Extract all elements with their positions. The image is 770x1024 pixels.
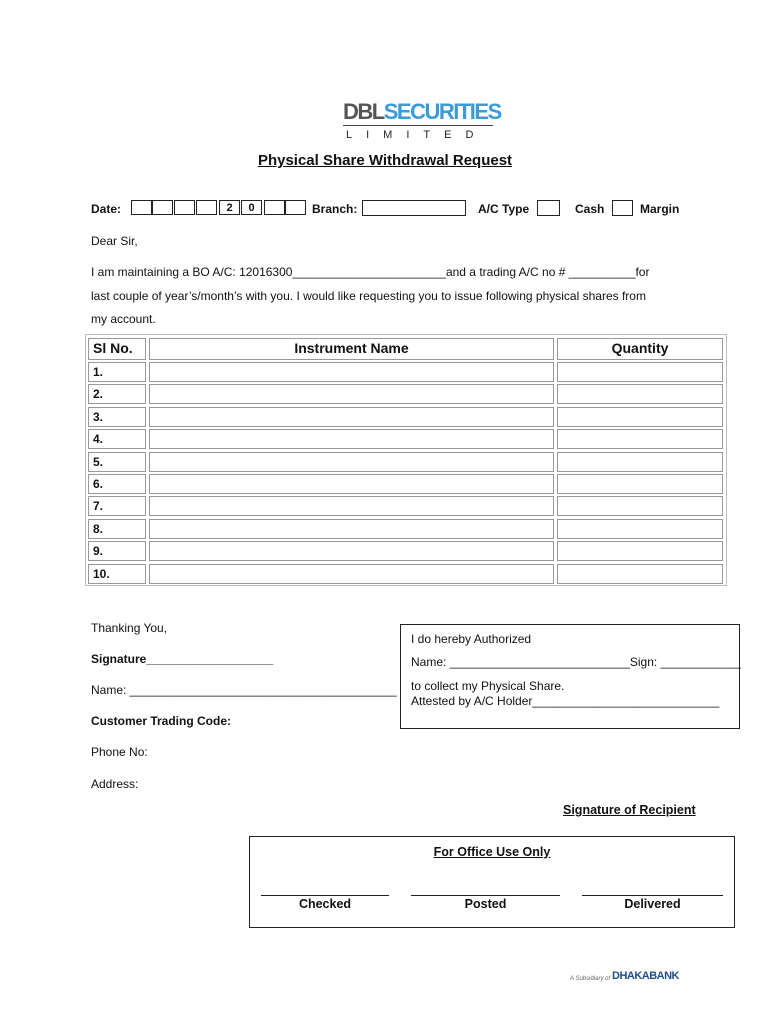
margin-label: Margin xyxy=(640,202,680,216)
logo-rule xyxy=(343,125,493,126)
date-digit-box[interactable] xyxy=(264,200,285,215)
table-cell-quantity[interactable] xyxy=(557,452,723,472)
table-row-number: 3. xyxy=(93,410,104,424)
footer-bank-name: DHAKABANK xyxy=(612,970,679,982)
table-cell-instrument[interactable] xyxy=(149,496,554,516)
table-row-number: 6. xyxy=(93,477,104,491)
table-row-number: 9. xyxy=(93,544,104,558)
posted-sign-line xyxy=(411,895,560,896)
letter-line-1: I am maintaining a BO A/C: 12016300_______________________and a trading A/C no # __________for xyxy=(91,265,650,279)
letter-line-3: my account. xyxy=(91,312,156,326)
date-label: Date: xyxy=(91,202,122,216)
table-cell-instrument[interactable] xyxy=(149,362,554,382)
cash-checkbox[interactable] xyxy=(537,200,560,216)
trading-code-label: Customer Trading Code: xyxy=(91,714,232,728)
logo-part-securities: SECURITIES xyxy=(383,99,501,124)
table-row-number: 10. xyxy=(93,567,110,581)
date-digit-box[interactable] xyxy=(196,200,217,215)
letter-line-2: last couple of year’s/month’s with you. I would like requesting you to issue following physical shares from xyxy=(91,289,646,303)
branch-label: Branch: xyxy=(312,202,358,216)
ac-type-label: A/C Type xyxy=(478,202,530,216)
table-cell-quantity[interactable] xyxy=(557,519,723,539)
auth-line-2: Name: ___________________________Sign: ____________ xyxy=(411,655,741,669)
table-cell-quantity[interactable] xyxy=(557,384,723,404)
phone-label: Phone No: xyxy=(91,745,148,759)
office-use-title: For Office Use Only xyxy=(433,845,551,859)
delivered-sign-line xyxy=(582,895,723,896)
col-header-instrument: Instrument Name xyxy=(294,340,409,356)
checked-label: Checked xyxy=(298,897,352,911)
table-row-number: 2. xyxy=(93,387,104,401)
posted-label: Posted xyxy=(464,897,507,911)
col-header-sl: Sl No. xyxy=(93,340,133,356)
logo-subtitle: LIMITED xyxy=(346,129,488,141)
table-cell-instrument[interactable] xyxy=(149,452,554,472)
date-digit-box[interactable] xyxy=(174,200,195,215)
table-cell-instrument[interactable] xyxy=(149,474,554,494)
delivered-label: Delivered xyxy=(624,897,681,911)
page-title: Physical Share Withdrawal Request xyxy=(257,152,513,169)
date-digit-box[interactable] xyxy=(285,200,306,215)
table-cell-quantity[interactable] xyxy=(557,564,723,584)
table-row-number: 8. xyxy=(93,522,104,536)
auth-line-1: I do hereby Authorized xyxy=(411,632,532,646)
table-cell-quantity[interactable] xyxy=(557,429,723,449)
cash-label: Cash xyxy=(575,202,605,216)
table-row-number: 5. xyxy=(93,455,104,469)
table-cell-instrument[interactable] xyxy=(149,541,554,561)
date-digit-box[interactable] xyxy=(131,200,152,215)
auth-line-4: Attested by A/C Holder____________________________ xyxy=(411,694,720,708)
thanks-text: Thanking You, xyxy=(91,621,168,635)
table-cell-quantity[interactable] xyxy=(557,407,723,427)
table-cell-instrument[interactable] xyxy=(149,384,554,404)
signature-line: Signature___________________ xyxy=(91,652,274,666)
date-digit-box[interactable]: 2 xyxy=(219,200,240,215)
table-cell-quantity[interactable] xyxy=(557,474,723,494)
auth-line-3: to collect my Physical Share. xyxy=(411,679,565,693)
col-header-quantity: Quantity xyxy=(611,340,669,356)
branch-field[interactable] xyxy=(362,200,466,216)
footer-subsidiary-logo xyxy=(570,970,682,986)
date-digit-box[interactable] xyxy=(152,200,173,215)
table-row-number: 1. xyxy=(93,365,104,379)
checked-sign-line xyxy=(261,895,389,896)
table-cell-quantity[interactable] xyxy=(557,496,723,516)
date-digit-box[interactable]: 0 xyxy=(241,200,262,215)
company-logo xyxy=(340,100,500,144)
footer-prefix: A Subsidiary of xyxy=(570,976,611,982)
salutation: Dear Sir, xyxy=(91,234,138,248)
table-cell-instrument[interactable] xyxy=(149,564,554,584)
address-label: Address: xyxy=(91,777,139,791)
recipient-signature-label: Signature of Recipient xyxy=(563,803,696,817)
table-cell-quantity[interactable] xyxy=(557,541,723,561)
table-row-number: 4. xyxy=(93,432,104,446)
logo-part-dbl: DBL xyxy=(343,99,384,124)
table-cell-instrument[interactable] xyxy=(149,429,554,449)
table-cell-instrument[interactable] xyxy=(149,519,554,539)
margin-checkbox[interactable] xyxy=(612,200,633,216)
name-line: Name: ________________________________________ xyxy=(91,683,397,697)
logo-wordmark xyxy=(343,100,501,124)
table-row-number: 7. xyxy=(93,499,104,513)
table-cell-instrument[interactable] xyxy=(149,407,554,427)
table-cell-quantity[interactable] xyxy=(557,362,723,382)
